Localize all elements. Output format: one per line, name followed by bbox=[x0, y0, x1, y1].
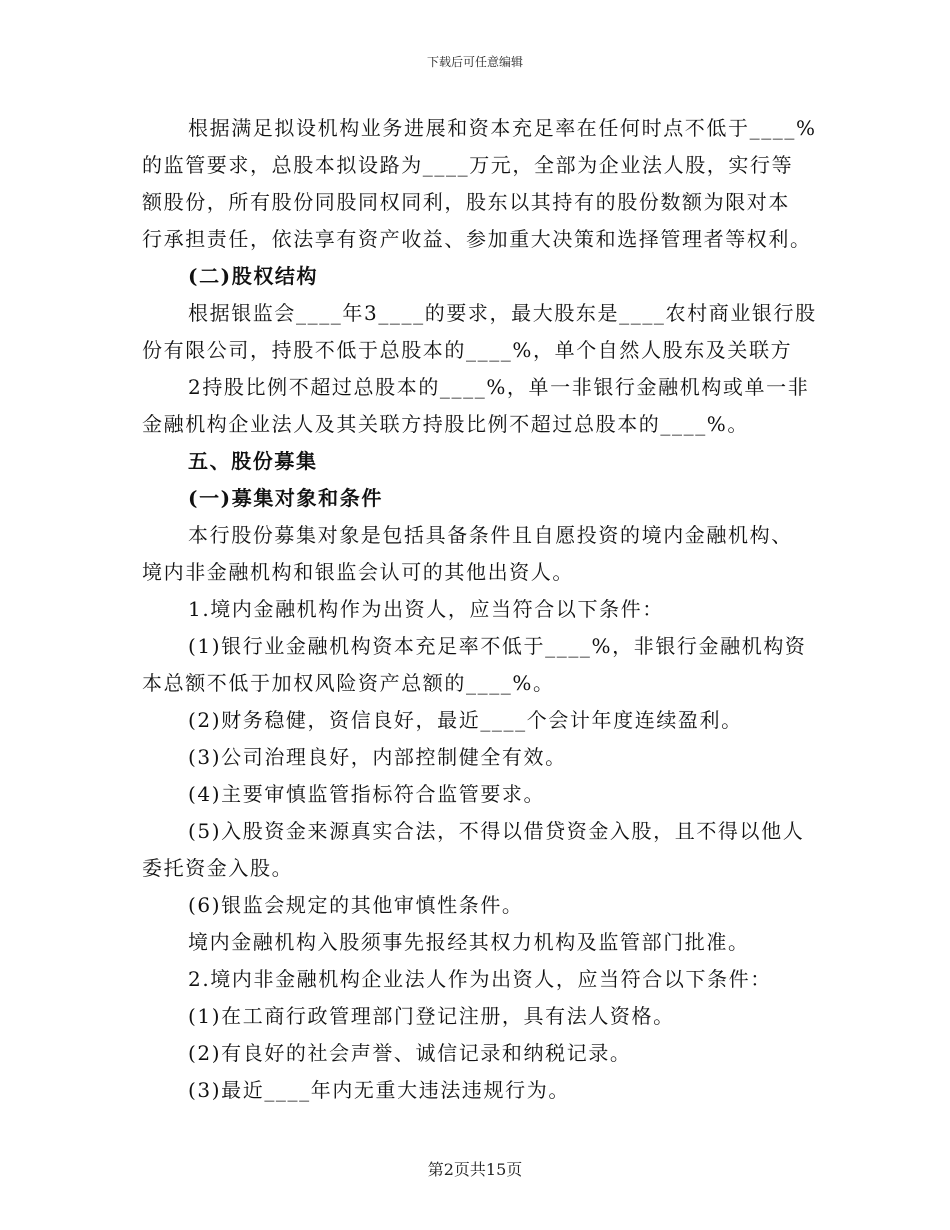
paragraph-line: 2.境内非金融机构企业法人作为出资人，应当符合以下条件： bbox=[188, 967, 772, 991]
paragraph-line: 本总额不低于加权风险资产总额的____%。 bbox=[142, 671, 555, 695]
section-heading: (二)股权结构 bbox=[188, 264, 319, 288]
paragraph-line: 本行股份募集对象是包括具备条件且自愿投资的境内金融机构、 bbox=[188, 523, 793, 547]
paragraph-line: 境内非金融机构和银监会认可的其他出资人。 bbox=[142, 560, 574, 584]
paragraph-line: (1)银行业金融机构资本充足率不低于____%，非银行金融机构资 bbox=[188, 634, 807, 658]
paragraph-line: 行承担责任，依法享有资产收益、参加重大决策和选择管理者等权利。 bbox=[142, 227, 812, 251]
paragraph-line: (5)入股资金来源真实合法，不得以借贷资金入股，且不得以他人 bbox=[188, 819, 805, 843]
page-footer: 第2页共15页 bbox=[427, 1160, 523, 1179]
section-heading: (一)募集对象和条件 bbox=[188, 486, 383, 510]
paragraph-line: 2持股比例不超过总股本的____%，单一非银行金融机构或单一非 bbox=[188, 375, 810, 399]
paragraph-line: 份有限公司，持股不低于总股本的____%，单个自然人股东及关联方 bbox=[142, 338, 793, 362]
paragraph-line: 委托资金入股。 bbox=[142, 856, 294, 880]
paragraph-line: 1.境内金融机构作为出资人，应当符合以下条件： bbox=[188, 597, 664, 621]
paragraph-line: 金融机构企业法人及其关联方持股比例不超过总股本的____%。 bbox=[142, 412, 750, 436]
paragraph-line: (6)银监会规定的其他审慎性条件。 bbox=[188, 893, 524, 917]
paragraph-line: (3)公司治理良好，内部控制健全有效。 bbox=[188, 745, 567, 769]
paragraph-line: 额股份，所有股份同股同权同利，股东以其持有的股份数额为限对本 bbox=[142, 190, 790, 214]
section-heading: 五、股份募集 bbox=[188, 449, 318, 473]
paragraph-line: 的监管要求，总股本拟设路为____万元，全部为企业法人股，实行等 bbox=[142, 153, 794, 177]
page-header: 下载后可任意编辑 bbox=[426, 55, 523, 69]
paragraph-line: 境内金融机构入股须事先报经其权力机构及监管部门批准。 bbox=[188, 930, 750, 954]
paragraph-line: (2)财务稳健，资信良好，最近____个会计年度连续盈利。 bbox=[188, 708, 743, 732]
paragraph-line: (3)最近____年内无重大违法违规行为。 bbox=[188, 1078, 570, 1102]
paragraph-line: (2)有良好的社会声誉、诚信记录和纳税记录。 bbox=[188, 1041, 632, 1065]
paragraph-line: 根据满足拟设机构业务进展和资本充足率在任何时点不低于____% bbox=[188, 116, 817, 140]
paragraph-line: 根据银监会____年3____的要求，最大股东是____农村商业银行股 bbox=[188, 301, 817, 325]
paragraph-line: (1)在工商行政管理部门登记注册，具有法人资格。 bbox=[188, 1004, 675, 1028]
paragraph-line: (4)主要审慎监管指标符合监管要求。 bbox=[188, 782, 546, 806]
